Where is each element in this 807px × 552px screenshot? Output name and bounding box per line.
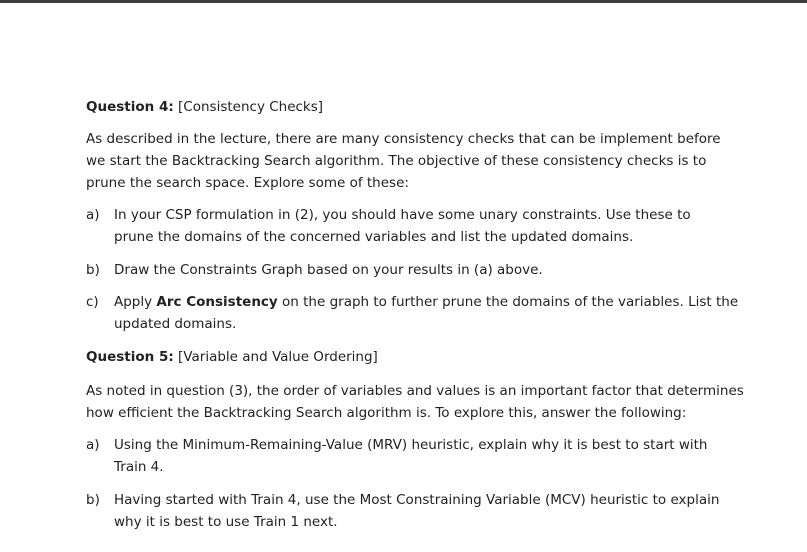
question-4-label: Question 4 [86, 99, 169, 115]
question-4-heading: Question 4: [Consistency Checks] [86, 99, 324, 115]
q5-item-b-line-1: Having started with Train 4, use the Most Constraining Variable (MCV) heuristic to explain [114, 492, 720, 508]
question-5-heading: Question 5: [Variable and Value Ordering] [86, 349, 378, 365]
list-label: a) [86, 207, 100, 223]
q4-item-c-line-2: updated domains. [114, 316, 237, 332]
question-5-label: Question 5 [86, 349, 169, 365]
q4-intro-line-3: prune the search space. Explore some of these: [86, 175, 409, 191]
list-label: c) [86, 294, 99, 310]
q4-intro-line-1: As described in the lecture, there are many consistency checks that can be implement before [86, 131, 721, 147]
q4-item-a-line-2: prune the domains of the concerned variables and list the updated domains. [114, 229, 634, 245]
list-label: b) [86, 262, 100, 278]
q4-item-a-line-1: In your CSP formulation in (2), you should have some unary constraints. Use these to [114, 207, 691, 223]
list-label: b) [86, 492, 100, 508]
q4-item-c-line-1: Apply Arc Consistency on the graph to further prune the domains of the variables. List the [114, 294, 739, 310]
q5-item-a-line-2: Train 4. [114, 459, 164, 475]
q5-intro-line-1: As noted in question (3), the order of variables and values is an important factor that determines [86, 383, 744, 399]
q4-item-b-line-1: Draw the Constraints Graph based on your results in (a) above. [114, 262, 543, 278]
q5-intro-line-2: how efficient the Backtracking Search algorithm is. To explore this, answer the following: [86, 405, 687, 421]
q4-intro-line-2: we start the Backtracking Search algorithm. The objective of these consistency checks is to [86, 153, 707, 169]
question-4-topic: [Consistency Checks] [173, 99, 324, 115]
question-5-topic: [Variable and Value Ordering] [173, 349, 378, 365]
list-label: a) [86, 437, 100, 453]
q5-item-a-line-1: Using the Minimum-Remaining-Value (MRV) heuristic, explain why it is best to start with [114, 437, 708, 453]
q5-item-b-line-2: why it is best to use Train 1 next. [114, 514, 338, 530]
arc-consistency-term: Arc Consistency [156, 294, 278, 310]
